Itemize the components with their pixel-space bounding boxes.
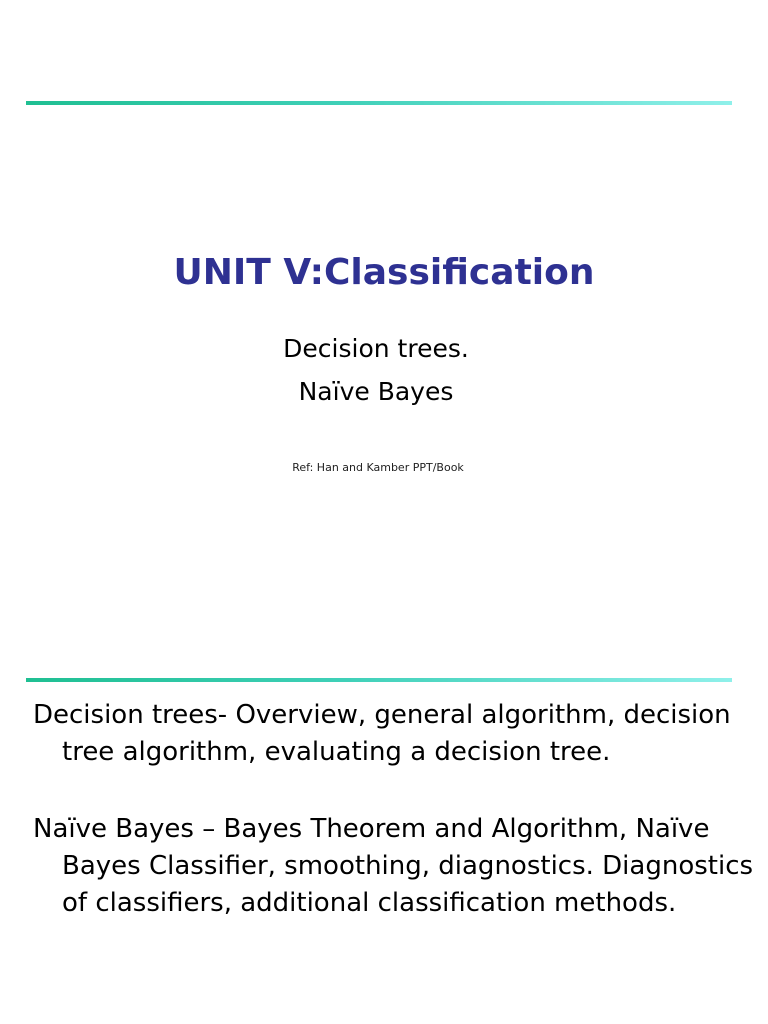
middle-divider-rule <box>26 678 732 682</box>
reference-note: Ref: Han and Kamber PPT/Book <box>292 461 464 474</box>
paragraph-decision-trees: Decision trees- Overview, general algorithm, decision tree algorithm, evaluating a decision tree. <box>33 700 731 767</box>
subtitle-naive-bayes: Naïve Bayes <box>298 377 454 406</box>
subtitle-decision-trees: Decision trees. <box>283 334 469 363</box>
paragraph-naive-bayes: Naïve Bayes – Bayes Theorem and Algorithm, Naïve Bayes Classifier, smoothing, diagnostics. Diagnostics of classifiers, additional classification methods. <box>33 814 754 918</box>
slide-title: UNIT V:Classification <box>173 252 595 293</box>
